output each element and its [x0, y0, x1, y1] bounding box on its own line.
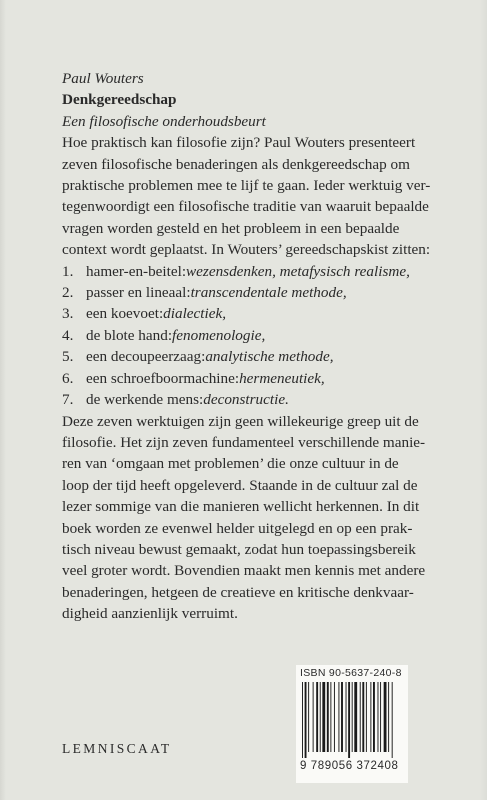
method-name: transcendentale methode, — [190, 284, 347, 302]
publisher-name: LEMNISCAAT — [62, 741, 172, 756]
tool-name: hamer-en-beitel: — [86, 262, 187, 280]
text-line: tegenwoordigt een filosofische traditie van waaruit bepaalde — [62, 198, 429, 216]
method-name: dialectiek, — [163, 305, 226, 323]
barcode — [300, 682, 404, 758]
list-number: 6. — [62, 369, 74, 387]
tool-name: passer en lineaal: — [86, 284, 191, 302]
list-number: 4. — [62, 326, 74, 344]
list-number: 5. — [62, 348, 74, 366]
list-item — [62, 282, 462, 303]
text-line: loop der tijd heeft opgeleverd. Staande in de cultuur zal de — [62, 476, 418, 494]
text-line: Hoe praktisch kan filosofie zijn? Paul Wouters presenteert — [62, 134, 416, 152]
book-subtitle: Een filosofische onderhoudsbeurt — [62, 112, 266, 130]
list-item — [62, 261, 462, 282]
text-line: boek worden ze evenwel helder uitgelegd en op een prak- — [62, 519, 413, 537]
text-line: tisch niveau bewust gemaakt, zodat hun toepassingsbereik — [62, 540, 416, 558]
cover-text — [62, 68, 462, 625]
list-item — [62, 389, 462, 410]
list-item — [62, 346, 462, 367]
intro-paragraph — [62, 132, 462, 260]
method-name: hermeneutiek, — [239, 369, 325, 387]
method-name: deconstructie. — [203, 391, 289, 409]
text-line: context wordt geplaatst. In Wouters’ gereedschapskist zitten: — [62, 241, 431, 259]
ean-number: 9 789056 372408 — [300, 760, 399, 772]
method-name: fenomenologie, — [172, 326, 266, 344]
tool-name: een decoupeerzaag: — [86, 348, 206, 366]
tool-name: een koevoet: — [86, 305, 164, 323]
tool-name: de werkende mens: — [86, 391, 204, 409]
author-name: Paul Wouters — [62, 70, 144, 87]
tool-name: de blote hand: — [86, 326, 173, 344]
text-line: Deze zeven werktuigen zijn geen willekeurige greep uit de — [62, 412, 419, 430]
text-line: vragen worden gesteld en het probleem in een bepaalde — [62, 219, 400, 237]
list-number: 7. — [62, 391, 74, 409]
list-number: 1. — [62, 262, 74, 280]
text-line: veel groter wordt. Bovendien maakt men kennis met andere — [62, 562, 426, 580]
method-name: wezensdenken, metafysisch realisme, — [186, 262, 410, 280]
tool-name: een schroefboormachine: — [86, 369, 240, 387]
list-item — [62, 325, 462, 346]
isbn-number: ISBN 90-5637-240-8 — [300, 667, 402, 679]
text-line: zeven filosofische benaderingen als denkgereedschap om — [62, 155, 410, 173]
text-line: praktische problemen mee te lijf te gaan. Ieder werktuig ver- — [62, 177, 431, 195]
text-line: digheid aanzienlijk verruimt. — [62, 605, 238, 623]
list-item — [62, 368, 462, 389]
method-name: analytische methode, — [205, 348, 334, 366]
book-title: Denkgereedschap — [62, 91, 177, 109]
text-line: filosofie. Het zijn zeven fundamenteel verschillende manie- — [62, 433, 426, 451]
list-item — [62, 303, 462, 324]
text-line: ren van ‘omgaan met problemen’ die onze cultuur in de — [62, 455, 399, 473]
text-line: benaderingen, hetgeen de creatieve en kritische denkvaar- — [62, 583, 414, 601]
list-number: 2. — [62, 284, 74, 302]
tools-list — [62, 261, 462, 411]
text-line: lezer sommige van die manieren wellicht herkennen. In dit — [62, 498, 420, 516]
outro-paragraph — [62, 411, 462, 625]
list-number: 3. — [62, 305, 74, 323]
